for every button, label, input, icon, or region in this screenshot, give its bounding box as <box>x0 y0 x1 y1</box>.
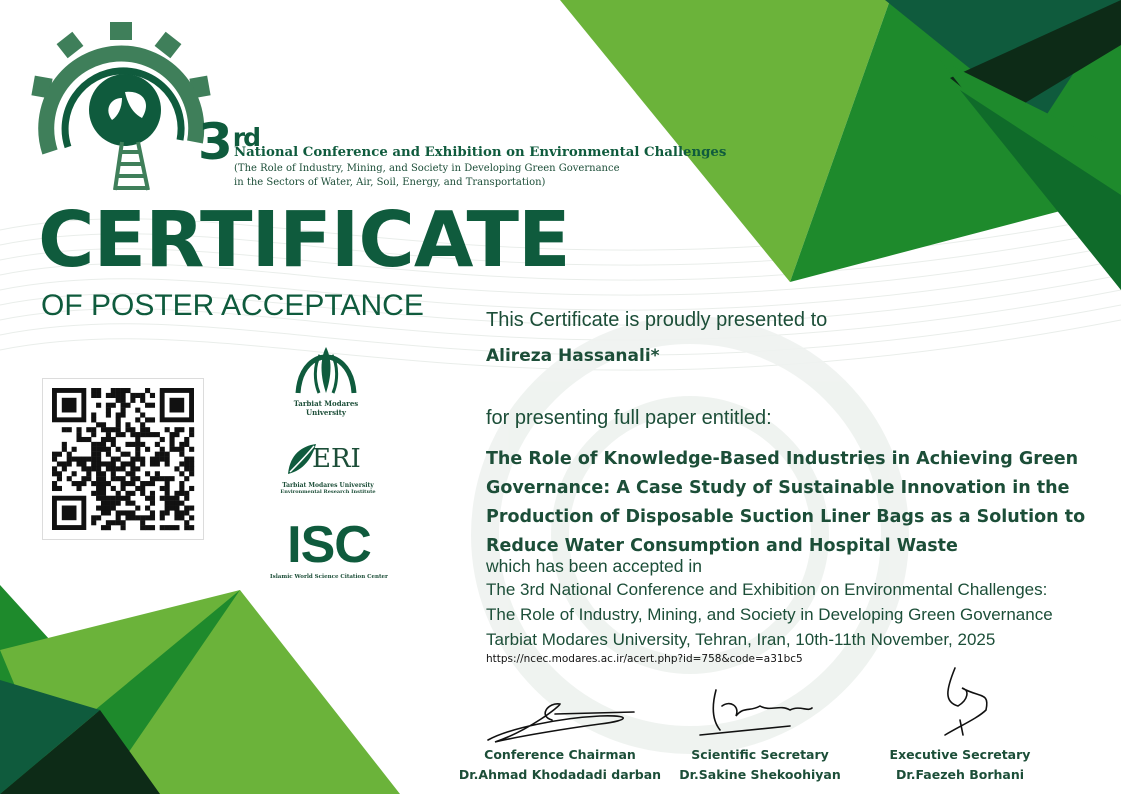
tmu-logo-icon <box>286 345 366 395</box>
eri-caption-line2: Environmental Research Institute <box>280 489 376 495</box>
venue-line2: The Role of Industry, Mining, and Society in Developing Green Governance <box>486 605 1053 624</box>
venue-line3: Tarbiat Modares University, Tehran, Iran, 10th-11th November, 2025 <box>486 630 996 649</box>
edition-number: 3 <box>198 113 231 171</box>
scientific-secretary-name: Dr.Sakine Shekoohiyan <box>679 767 841 782</box>
verification-link[interactable]: https://ncec.modares.ac.ir/acert.php?id=758&code=a31bc5 <box>486 653 803 665</box>
for-presenting-text: for presenting full paper entitled: <box>486 407 772 429</box>
tmu-caption-line1: Tarbiat Modares <box>293 399 359 408</box>
paper-title: The Role of Knowledge-Based Industries in Achieving Green Governance: A Case Study of Sustainable Innovation in the Production of Disposable Suction Liner Bags as a Solution to Reduce Water Consumption and Hospital Waste <box>486 449 1086 556</box>
eri-caption-line1: Tarbiat Modares University <box>282 482 374 489</box>
eri-logo <box>278 440 378 500</box>
accepted-in-text: which has been accepted in <box>486 556 702 576</box>
conference-subtitle-line1: (The Role of Industry, Mining, and Society in Developing Green Governance <box>234 163 620 174</box>
presented-to-text: This Certificate is proudly presented to <box>486 309 828 331</box>
qr-code-icon <box>43 379 203 539</box>
isc-caption: Islamic World Science Citation Center <box>270 574 388 580</box>
chairman-name: Dr.Ahmad Khodadadi darban <box>458 767 662 782</box>
eri-mark: ERI <box>312 444 361 474</box>
conference-title: National Conference and Exhibition on Environmental Challenges <box>234 145 727 160</box>
scientific-secretary-role: Scientific Secretary <box>691 747 829 762</box>
isc-mark: ISC <box>287 516 371 574</box>
venue-line1: The 3rd National Conference and Exhibition on Environmental Challenges: <box>486 580 1048 599</box>
executive-secretary-name: Dr.Faezeh Borhani <box>895 767 1025 782</box>
tmu-caption-line2: University <box>306 408 346 417</box>
executive-secretary-role: Executive Secretary <box>889 747 1031 762</box>
qr-code[interactable] <box>42 378 204 540</box>
isc-logo <box>266 518 392 582</box>
gear-leaf-railway-emblem <box>30 22 220 192</box>
certificate-title: CERTIFICATE <box>38 196 570 285</box>
edition-suffix: rd <box>232 123 260 152</box>
recipient-name: Alireza Hassanali* <box>486 346 660 366</box>
conference-subtitle-line2: in the Sectors of Water, Air, Soil, Energy, and Transportation) <box>234 177 546 188</box>
chairman-role: Conference Chairman <box>484 747 636 762</box>
certificate-subtitle: OF POSTER ACCEPTANCE <box>41 289 424 322</box>
tmu-logo <box>286 345 366 425</box>
